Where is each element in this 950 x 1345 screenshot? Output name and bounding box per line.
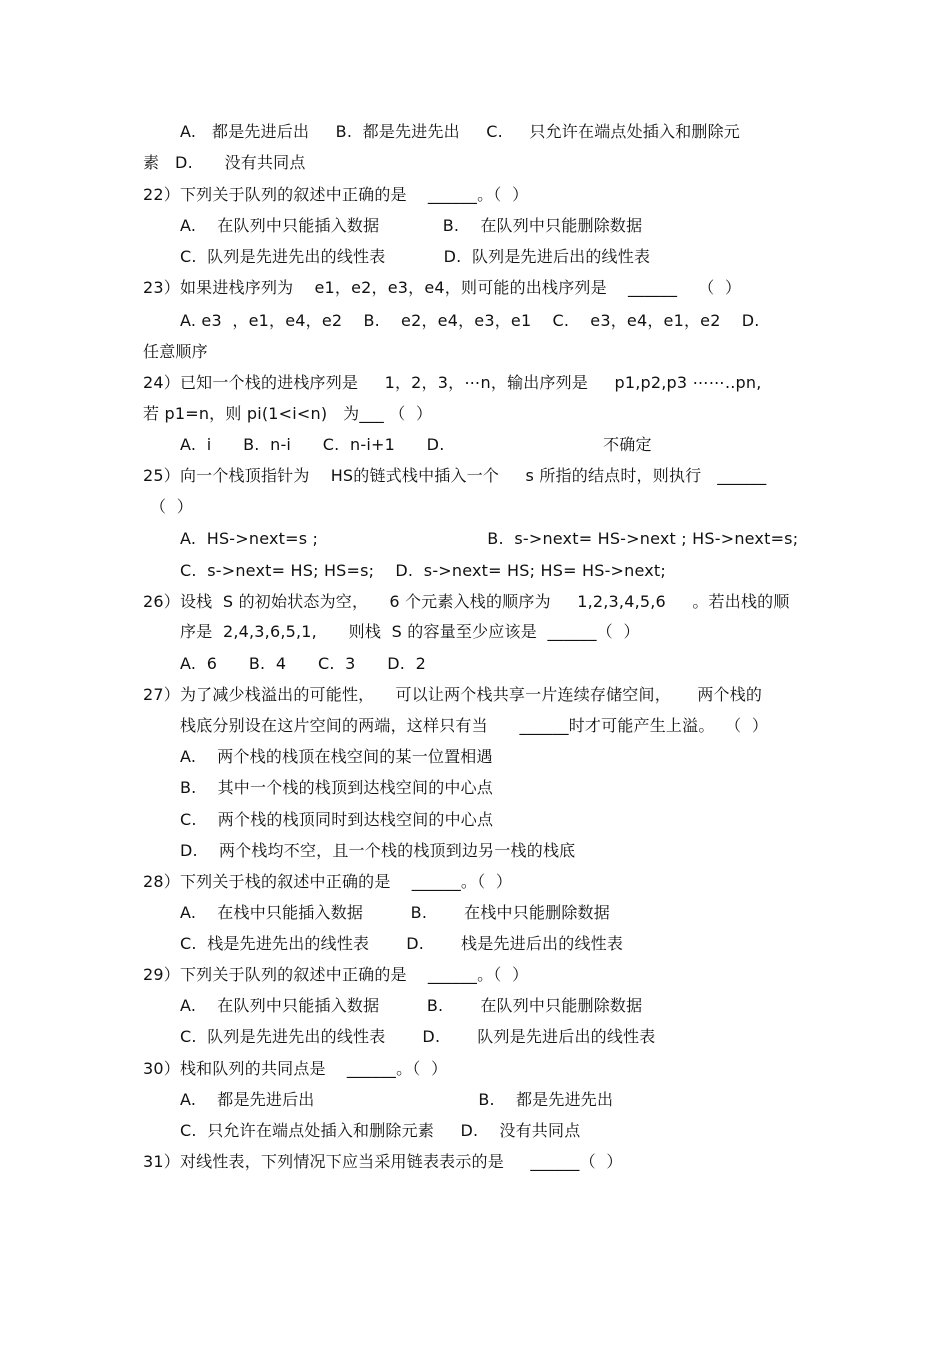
option-line: A. 6 B. 4 C. 3 D. 2 — [180, 654, 427, 673]
question-22: 22）下列关于队列的叙述中正确的是 ______。（ ） — [143, 185, 529, 204]
question-24: 24）已知一个栈的进栈序列是 1，2，3，⋯n，输出序列是 p1,p2,p3 ⋯⋯..pn, — [143, 373, 762, 392]
option-line: A. 在队列中只能插入数据 B. 在队列中只能删除数据 — [180, 216, 643, 235]
option-line: C. 两个栈的栈顶同时到达栈空间的中心点 — [180, 810, 494, 829]
option-line: A. 两个栈的栈顶在栈空间的某一位置相遇 — [180, 747, 493, 766]
option-line: C. 队列是先进先出的线性表 D. 队列是先进后出的线性表 — [180, 1027, 656, 1046]
option-line: A. HS->next=s ; B. s->next= HS->next ; HS->next=s; — [180, 529, 799, 548]
question-27-cont: 栈底分别设在这片空间的两端，这样只有当 ______时才可能产生上溢。 （ ） — [180, 716, 769, 735]
question-25: 25）向一个栈顶指针为 HS的链式栈中插入一个 s 所指的结点时，则执行 ______ — [143, 466, 767, 485]
question-26-cont: 序是 2,4,3,6,5,1, 则栈 S 的容量至少应该是 ______（ ） — [180, 622, 640, 641]
question-24-cont: 若 p1=n，则 pi(1<i<n) 为___ （ ） — [143, 404, 433, 423]
option-line: C. s->next= HS; HS=s; D. s->next= HS; HS= HS->next; — [180, 561, 666, 580]
option-line: A. i B. n-i C. n-i+1 D. 不确定 — [180, 435, 652, 454]
option-line: C. 只允许在端点处插入和删除元素 D. 没有共同点 — [180, 1121, 581, 1140]
option-line: A. 在队列中只能插入数据 B. 在队列中只能删除数据 — [180, 996, 643, 1015]
option-line: 素 D. 没有共同点 — [143, 153, 306, 172]
option-line: C. 栈是先进先出的线性表 D. 栈是先进后出的线性表 — [180, 934, 624, 953]
question-25-cont: （ ） — [150, 497, 193, 516]
question-29: 29）下列关于队列的叙述中正确的是 ______。（ ） — [143, 965, 529, 984]
option-line: C. 队列是先进先出的线性表 D. 队列是先进后出的线性表 — [180, 247, 651, 266]
question-30: 30）栈和队列的共同点是 ______。（ ） — [143, 1059, 448, 1078]
option-line: A. 都是先进后出 B. 都是先进先出 C. 只允许在端点处插入和删除元 — [180, 122, 740, 141]
option-line: B. 其中一个栈的栈顶到达栈空间的中心点 — [180, 778, 494, 797]
question-27: 27）为了减少栈溢出的可能性， 可以让两个栈共享一片连续存储空间， 两个栈的 — [143, 685, 763, 704]
option-line: 任意顺序 — [143, 342, 208, 361]
question-28: 28）下列关于栈的叙述中正确的是 ______。（ ） — [143, 872, 513, 891]
question-31: 31）对线性表，下列情况下应当采用链表表示的是 ______（ ） — [143, 1152, 623, 1171]
option-line: A. 在栈中只能插入数据 B. 在栈中只能删除数据 — [180, 903, 610, 922]
question-26: 26）设栈 S 的初始状态为空， 6 个元素入栈的顺序为 1,2,3,4,5,6 。若出栈的顺 — [143, 592, 790, 611]
question-23: 23）如果进栈序列为 e1，e2，e3，e4，则可能的出栈序列是 ______ （ ） — [143, 278, 742, 297]
option-line: A. 都是先进后出 B. 都是先进先出 — [180, 1090, 614, 1109]
option-line: D. 两个栈均不空，且一个栈的栈顶到边另一栈的栈底 — [180, 841, 576, 860]
option-line: A. e3 ，e1，e4，e2 B. e2，e4，e3，e1 C. e3，e4，e1，e2 D. — [180, 311, 760, 330]
